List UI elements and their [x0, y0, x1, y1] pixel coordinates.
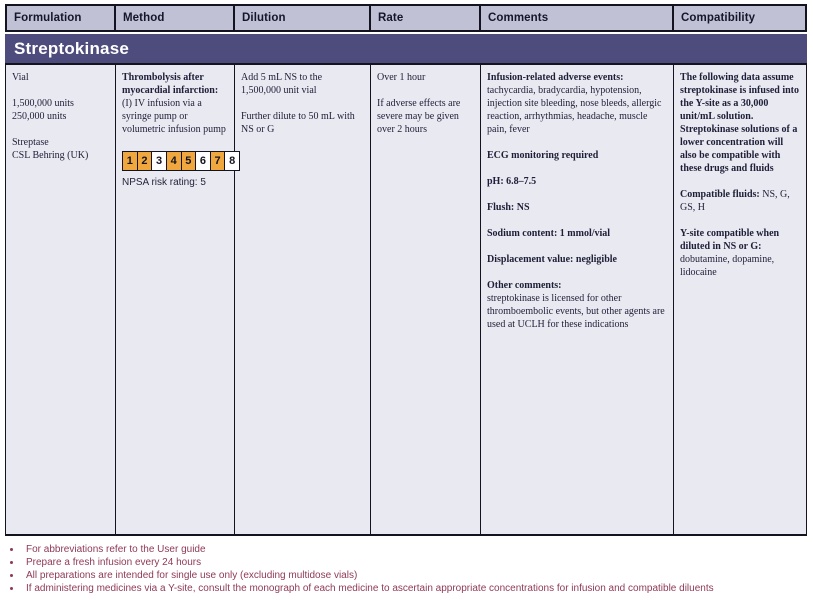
dilution-step-1: Add 5 mL NS to the 1,500,000 unit vial: [241, 72, 323, 96]
rate-note: If adverse effects are severe may be given over 2 hours: [377, 98, 461, 135]
risk-box-5: 5: [181, 151, 196, 171]
comment-sodium: Sodium content: 1 mmol/vial: [487, 228, 611, 239]
risk-box-7: 7: [210, 151, 225, 171]
comments-cell: [481, 65, 674, 534]
column-header-dilution: Dilution: [235, 6, 371, 30]
comment-flush: Flush: NS: [487, 202, 530, 213]
risk-box-6: 6: [195, 151, 210, 171]
comment-ph: pH: 6.8–7.5: [487, 176, 537, 187]
method-cell: [116, 65, 235, 534]
column-header-rate: Rate: [371, 6, 481, 30]
risk-box-1: 1: [122, 151, 137, 171]
risk-box-4: 4: [166, 151, 181, 171]
column-header-compatibility: Compatibility: [681, 12, 756, 24]
npsa-risk-rating-label: NPSA risk rating: 5: [122, 177, 206, 188]
formulation-strengths: [12, 97, 109, 123]
risk-box-2: 2: [137, 151, 152, 171]
footnote-ysite: • If administering medicines via a Y-site, consult the monograph of each medicine to ascertain appropriate concentrations for infusion and compatible diluents: [22, 582, 807, 595]
rate-duration: Over 1 hour: [377, 72, 426, 83]
column-header-formulation: Formulation: [7, 6, 116, 30]
comment-displacement: Displacement value: negligible: [487, 254, 617, 265]
table-header-row: [5, 4, 807, 32]
brand-name: Streptase: [12, 137, 49, 148]
ysite-compatibility: Y-site compatible when diluted in NS or G: dobutamine, dopamine, lidocaine: [680, 228, 780, 278]
method-indication: Thrombolysis after myocardial infarction:: [122, 72, 219, 96]
footnote-abbreviations: • For abbreviations refer to the User guide: [22, 543, 807, 556]
rate-cell: [371, 65, 481, 534]
strength-2: 250,000 units: [12, 111, 67, 122]
comment-adverse-events: Infusion-related adverse events: tachycardia, bradycardia, hypotension, injection site bleeding, nose bleeds, allergic reaction, arrhythmias, headache, muscle pain, fever: [487, 72, 662, 135]
comment-ecg: ECG monitoring required: [487, 150, 599, 161]
compatible-fluids: Compatible fluids: NS, G, GS, H: [680, 189, 790, 213]
formulation-cell: [6, 65, 116, 534]
method-instructions: (I) IV infusion via a syringe pump or volumetric infusion pump: [122, 98, 226, 135]
drug-name-banner: [5, 34, 807, 63]
footnotes-list: [7, 543, 807, 595]
risk-box-8: 8: [224, 151, 240, 171]
compatibility-note: The following data assume streptokinase is infused into the Y-site as a 30,000 unit/mL solution. Streptokinase solutions of a lower concentration will also be compatible with these drugs and fluids: [680, 72, 800, 174]
drug-name: Streptokinase: [14, 38, 130, 58]
compatibility-cell: [674, 65, 806, 534]
manufacturer: CSL Behring (UK): [12, 150, 89, 161]
npsa-risk-scale: [122, 151, 240, 171]
risk-box-3: 3: [151, 151, 166, 171]
monograph-body-row: [5, 63, 807, 536]
drug-monograph-table: [5, 4, 807, 536]
formulation-product: [12, 136, 109, 162]
column-header-comments: Comments: [481, 6, 674, 30]
footnote-fresh-infusion: • Prepare a fresh infusion every 24 hours: [22, 556, 807, 569]
dilution-step-2: Further dilute to 50 mL with NS or G: [241, 111, 355, 135]
dilution-cell: [235, 65, 371, 534]
column-header-method: Method: [116, 6, 235, 30]
comment-other: Other comments: streptokinase is licensed for other thromboembolic events, but other agents are used at UCLH for these indications: [487, 280, 665, 330]
formulation-presentation: Vial: [12, 72, 29, 83]
strength-1: 1,500,000 units: [12, 98, 74, 109]
footnote-single-use: • All preparations are intended for single use only (excluding multidose vials): [22, 569, 807, 582]
